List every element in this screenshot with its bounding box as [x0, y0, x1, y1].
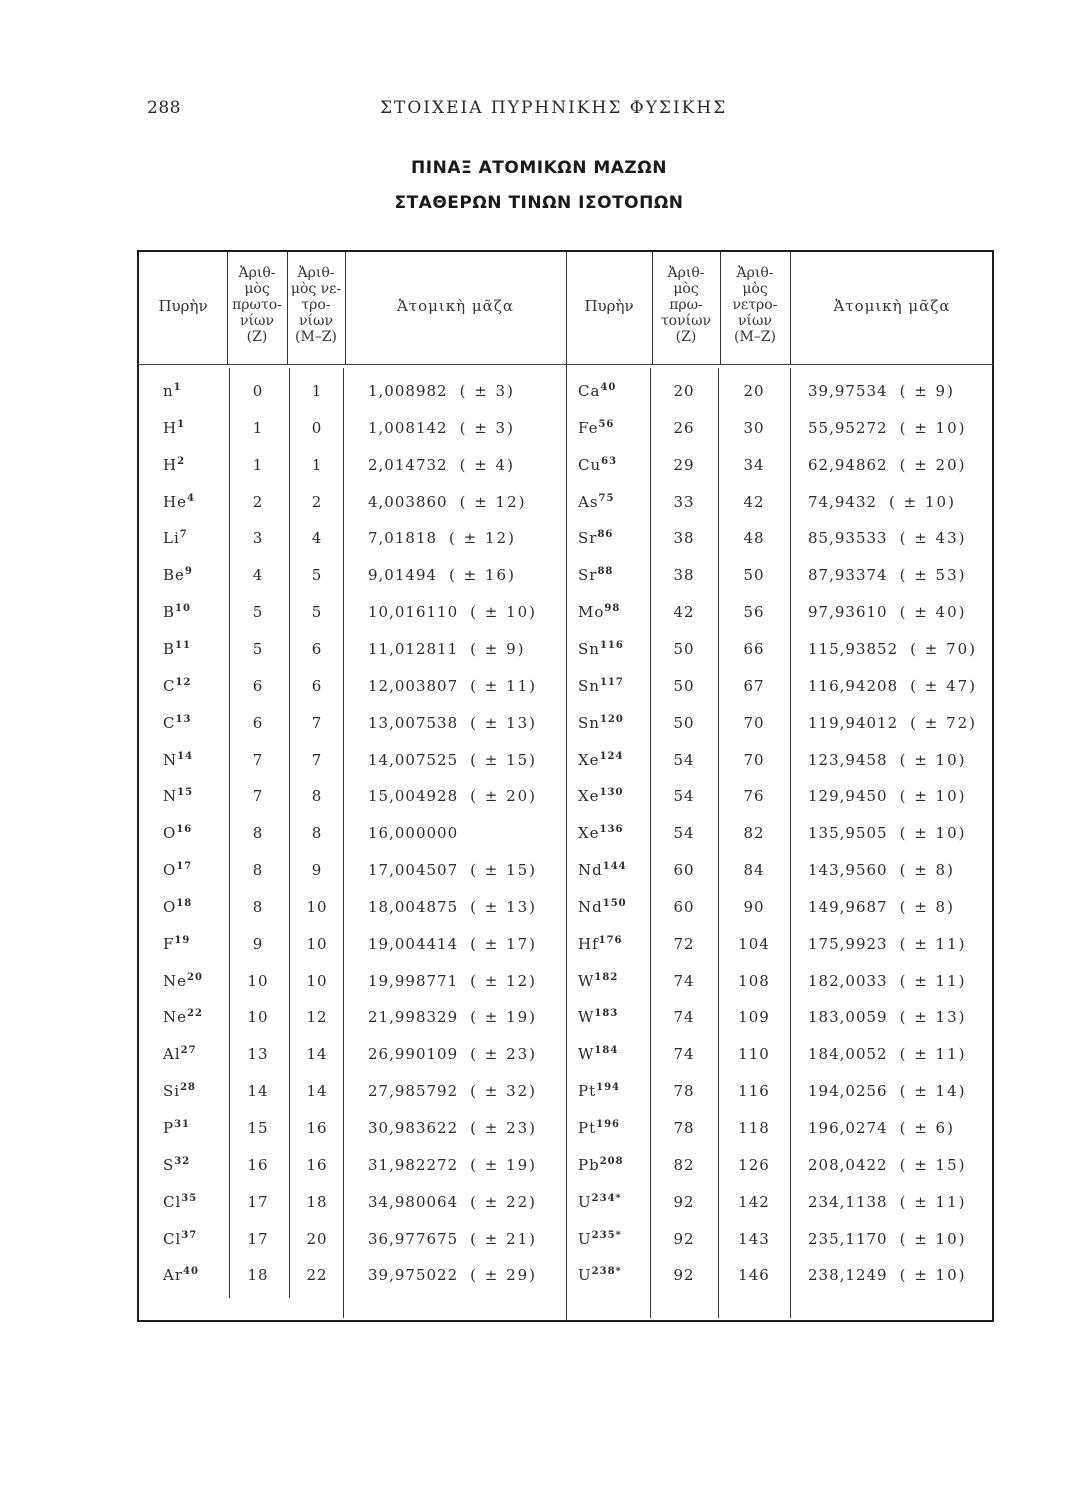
- header-line: (Z): [246, 329, 268, 345]
- proton-count: 17: [247, 1193, 269, 1211]
- nucleus-symbol: $C^{12}$: [163, 677, 192, 695]
- atomic-mass: 18,004875 ( ± 13): [368, 898, 538, 916]
- neutron-count: 116: [738, 1082, 770, 1100]
- neutron-count: 20: [306, 1230, 328, 1248]
- neutron-count: 50: [743, 566, 765, 584]
- neutron-count: 6: [311, 677, 323, 695]
- nucleus-symbol: $P^{31}$: [163, 1119, 191, 1137]
- neutron-count: 16: [306, 1119, 328, 1137]
- atomic-mass: 19,998771 ( ± 12): [368, 972, 538, 990]
- header-line: τρο-: [301, 297, 331, 313]
- proton-count: 18: [247, 1266, 269, 1284]
- neutron-count: 34: [743, 456, 765, 474]
- proton-count: 60: [673, 861, 695, 879]
- atomic-mass: 115,93852 ( ± 70): [808, 640, 978, 658]
- header-line: τονίων: [660, 313, 712, 329]
- header-line: μὸς: [673, 281, 699, 297]
- header-line: Ἀριθ-: [297, 265, 335, 281]
- neutron-count: 108: [738, 972, 770, 990]
- nucleus-symbol: Sr$^{88}$: [578, 566, 614, 584]
- header-n-right: [720, 265, 790, 345]
- neutron-count: 14: [306, 1045, 328, 1063]
- atomic-mass: 85,93533 ( ± 43): [808, 529, 967, 547]
- neutron-count: 7: [311, 751, 323, 769]
- atomic-mass: 27,985792 ( ± 32): [368, 1082, 538, 1100]
- proton-count: 33: [673, 493, 695, 511]
- neutron-count: 18: [306, 1193, 328, 1211]
- proton-count: 78: [673, 1119, 695, 1137]
- proton-count: 50: [673, 714, 695, 732]
- neutron-count: 0: [311, 419, 323, 437]
- neutron-count: 8: [311, 824, 323, 842]
- neutron-count: 20: [743, 382, 765, 400]
- neutron-count: 2: [311, 493, 323, 511]
- atomic-mass: 149,9687 ( ± 8): [808, 898, 955, 916]
- neutron-count: 22: [306, 1266, 328, 1284]
- neutron-count: 104: [738, 935, 770, 953]
- atomic-mass: 30,983622 ( ± 23): [368, 1119, 538, 1137]
- neutron-count: 67: [743, 677, 765, 695]
- neutron-count: 126: [738, 1156, 770, 1174]
- atomic-mass: 175,9923 ( ± 11): [808, 935, 967, 953]
- proton-count: 8: [252, 861, 264, 879]
- page-number: 288: [147, 98, 181, 118]
- neutron-count: 10: [306, 935, 328, 953]
- atomic-mass: 62,94862 ( ± 20): [808, 456, 967, 474]
- atomic-mass: 135,9505 ( ± 10): [808, 824, 967, 842]
- atomic-mass: 1,008142 ( ± 3): [368, 419, 515, 437]
- nucleus-symbol: $U^{238*}$: [578, 1266, 622, 1284]
- nucleus-symbol: As$^{75}$: [578, 493, 615, 511]
- atomic-mass: 14,007525 ( ± 15): [368, 751, 538, 769]
- header-nucleus-right: Πυρὴν: [584, 297, 634, 315]
- atomic-mass: 208,0422 ( ± 15): [808, 1156, 967, 1174]
- header-line: Ἀριθ-: [667, 265, 705, 281]
- table-title: ΠΙΝΑΞ ΑΤΟΜΙΚΩΝ ΜΑΖΩΝ: [411, 158, 667, 178]
- proton-count: 15: [247, 1119, 269, 1137]
- atomic-mass: 31,982272 ( ± 19): [368, 1156, 538, 1174]
- proton-count: 3: [252, 529, 264, 547]
- nucleus-symbol: $W^{182}$: [578, 972, 619, 990]
- header-line: (M–Z): [734, 329, 776, 345]
- proton-count: 9: [252, 935, 264, 953]
- proton-count: 17: [247, 1230, 269, 1248]
- neutron-count: 30: [743, 419, 765, 437]
- atomic-mass: 12,003807 ( ± 11): [368, 677, 538, 695]
- nucleus-symbol: Pt$^{194}$: [578, 1082, 620, 1100]
- proton-count: 8: [252, 898, 264, 916]
- atomic-mass: 55,95272 ( ± 10): [808, 419, 967, 437]
- neutron-count: 90: [743, 898, 765, 916]
- proton-count: 38: [673, 529, 695, 547]
- nucleus-symbol: Be$^9$: [163, 566, 193, 584]
- nucleus-symbol: He$^4$: [163, 493, 195, 511]
- header-line: μὸς: [742, 281, 768, 297]
- atomic-mass: 234,1138 ( ± 11): [808, 1193, 967, 1211]
- atomic-mass: 235,1170 ( ± 10): [808, 1230, 967, 1248]
- header-line: (Z): [675, 329, 697, 345]
- atomic-mass: 11,012811 ( ± 9): [368, 640, 526, 658]
- nucleus-symbol: Al$^{27}$: [163, 1045, 197, 1063]
- proton-count: 54: [673, 751, 695, 769]
- header-line: νίων: [299, 313, 333, 329]
- nucleus-symbol: $F^{19}$: [163, 935, 191, 953]
- proton-count: 29: [673, 456, 695, 474]
- column-rule: [790, 368, 791, 1318]
- proton-count: 16: [247, 1156, 269, 1174]
- header-z-right: [652, 265, 720, 345]
- nucleus-symbol: Ca$^{40}$: [578, 382, 617, 400]
- neutron-count: 10: [306, 898, 328, 916]
- nucleus-symbol: $H^2$: [163, 456, 186, 474]
- nucleus-symbol: Ne$^{20}$: [163, 972, 203, 990]
- neutron-count: 12: [306, 1008, 328, 1026]
- nucleus-symbol: $N^{15}$: [163, 787, 194, 805]
- proton-count: 92: [673, 1193, 695, 1211]
- neutron-count: 1: [311, 382, 323, 400]
- nucleus-symbol: Pt$^{196}$: [578, 1119, 620, 1137]
- neutron-count: 142: [738, 1193, 770, 1211]
- header-line: νίων: [240, 313, 274, 329]
- header-line: νετρο-: [732, 297, 778, 313]
- nucleus-symbol: Sr$^{86}$: [578, 529, 614, 547]
- nucleus-symbol: Ne$^{22}$: [163, 1008, 203, 1026]
- neutron-count: 1: [311, 456, 323, 474]
- nucleus-symbol: Sn$^{116}$: [578, 640, 624, 658]
- proton-count: 50: [673, 640, 695, 658]
- neutron-count: 6: [311, 640, 323, 658]
- atomic-mass: 21,998329 ( ± 19): [368, 1008, 538, 1026]
- nucleus-symbol: $O^{17}$: [163, 861, 193, 879]
- nucleus-symbol: Li$^7$: [163, 529, 188, 547]
- neutron-count: 118: [738, 1119, 770, 1137]
- neutron-count: 143: [738, 1230, 770, 1248]
- nucleus-symbol: Si$^{28}$: [163, 1082, 196, 1100]
- nucleus-symbol: $U^{234*}$: [578, 1193, 622, 1211]
- nucleus-symbol: Sn$^{117}$: [578, 677, 624, 695]
- nucleus-symbol: Ar$^{40}$: [163, 1266, 199, 1284]
- proton-count: 14: [247, 1082, 269, 1100]
- atomic-mass: 7,01818 ( ± 12): [368, 529, 516, 547]
- atomic-mass: 74,9432 ( ± 10): [808, 493, 956, 511]
- neutron-count: 7: [311, 714, 323, 732]
- neutron-count: 48: [743, 529, 765, 547]
- header-z-left: [227, 265, 287, 345]
- nucleus-symbol: Xe$^{130}$: [578, 787, 624, 805]
- neutron-count: 70: [743, 714, 765, 732]
- proton-count: 6: [252, 714, 264, 732]
- nucleus-symbol: $U^{235*}$: [578, 1230, 622, 1248]
- running-head: ΣΤΟΙΧΕΙΑ ΠΥΡΗΝΙΚΗΣ ΦΥΣΙΚΗΣ: [380, 98, 728, 118]
- column-rule: [566, 252, 567, 1320]
- proton-count: 42: [673, 603, 695, 621]
- nucleus-symbol: $n^1$: [163, 382, 182, 400]
- nucleus-symbol: $O^{18}$: [163, 898, 193, 916]
- proton-count: 13: [247, 1045, 269, 1063]
- table-subtitle: ΣΤΑΘΕΡΩΝ ΤΙΝΩΝ ΙΣΟΤΟΠΩΝ: [394, 193, 684, 213]
- neutron-count: 16: [306, 1156, 328, 1174]
- neutron-count: 14: [306, 1082, 328, 1100]
- header-line: Ἀριθ-: [736, 265, 774, 281]
- atomic-mass: 183,0059 ( ± 13): [808, 1008, 967, 1026]
- proton-count: 74: [673, 1008, 695, 1026]
- header-line: μὸς νε-: [290, 281, 342, 297]
- nucleus-symbol: Hf$^{176}$: [578, 935, 623, 953]
- nucleus-symbol: Cu$^{63}$: [578, 456, 618, 474]
- neutron-count: 9: [311, 861, 323, 879]
- nucleus-symbol: Fe$^{56}$: [578, 419, 615, 437]
- neutron-count: 82: [743, 824, 765, 842]
- nucleus-symbol: $B^{11}$: [163, 640, 191, 658]
- neutron-count: 66: [743, 640, 765, 658]
- header-mass-left: Ἀτομικὴ μᾶζα: [396, 297, 515, 315]
- nucleus-symbol: $C^{13}$: [163, 714, 192, 732]
- atomic-mass: 1,008982 ( ± 3): [368, 382, 515, 400]
- atomic-mass: 9,01494 ( ± 16): [368, 566, 516, 584]
- proton-count: 4: [252, 566, 264, 584]
- proton-count: 1: [252, 456, 264, 474]
- atomic-mass: 87,93374 ( ± 53): [808, 566, 967, 584]
- atomic-mass: 97,93610 ( ± 40): [808, 603, 967, 621]
- neutron-count: 4: [311, 529, 323, 547]
- neutron-count: 76: [743, 787, 765, 805]
- proton-count: 8: [252, 824, 264, 842]
- atomic-mass: 194,0256 ( ± 14): [808, 1082, 967, 1100]
- neutron-count: 42: [743, 493, 765, 511]
- neutron-count: 56: [743, 603, 765, 621]
- proton-count: 38: [673, 566, 695, 584]
- atomic-mass: 36,977675 ( ± 21): [368, 1230, 538, 1248]
- nucleus-symbol: $W^{183}$: [578, 1008, 619, 1026]
- atomic-mass: 19,004414 ( ± 17): [368, 935, 538, 953]
- header-nucleus-left: Πυρὴν: [158, 297, 208, 315]
- nucleus-symbol: Cl$^{35}$: [163, 1193, 198, 1211]
- atomic-mass: 196,0274 ( ± 6): [808, 1119, 955, 1137]
- proton-count: 2: [252, 493, 264, 511]
- proton-count: 78: [673, 1082, 695, 1100]
- proton-count: 0: [252, 382, 264, 400]
- proton-count: 60: [673, 898, 695, 916]
- nucleus-symbol: Xe$^{124}$: [578, 751, 624, 769]
- atomic-mass: 116,94208 ( ± 47): [808, 677, 978, 695]
- proton-count: 5: [252, 640, 264, 658]
- proton-count: 6: [252, 677, 264, 695]
- header-line: (M–Z): [295, 329, 337, 345]
- neutron-count: 5: [311, 603, 323, 621]
- proton-count: 7: [252, 751, 264, 769]
- proton-count: 20: [673, 382, 695, 400]
- atomic-mass: 4,003860 ( ± 12): [368, 493, 527, 511]
- nucleus-symbol: $H^1$: [163, 419, 186, 437]
- header-line: πρωτο-: [232, 297, 282, 313]
- proton-count: 10: [247, 1008, 269, 1026]
- proton-count: 26: [673, 419, 695, 437]
- nucleus-symbol: $B^{10}$: [163, 603, 191, 621]
- atomic-mass: 39,975022 ( ± 29): [368, 1266, 538, 1284]
- proton-count: 1: [252, 419, 264, 437]
- nucleus-symbol: $O^{16}$: [163, 824, 193, 842]
- proton-count: 74: [673, 1045, 695, 1063]
- proton-count: 50: [673, 677, 695, 695]
- nucleus-symbol: $W^{184}$: [578, 1045, 619, 1063]
- proton-count: 54: [673, 787, 695, 805]
- nucleus-symbol: Xe$^{136}$: [578, 824, 624, 842]
- proton-count: 74: [673, 972, 695, 990]
- proton-count: 92: [673, 1230, 695, 1248]
- proton-count: 92: [673, 1266, 695, 1284]
- atomic-mass: 182,0033 ( ± 11): [808, 972, 967, 990]
- nucleus-symbol: Sn$^{120}$: [578, 714, 624, 732]
- atomic-mass: 16,000000: [368, 824, 459, 842]
- proton-count: 7: [252, 787, 264, 805]
- atomic-mass: 13,007538 ( ± 13): [368, 714, 538, 732]
- neutron-count: 84: [743, 861, 765, 879]
- atomic-mass: 129,9450 ( ± 10): [808, 787, 967, 805]
- nucleus-symbol: Mo$^{98}$: [578, 603, 621, 621]
- nucleus-symbol: $N^{14}$: [163, 751, 194, 769]
- atomic-mass: 34,980064 ( ± 22): [368, 1193, 538, 1211]
- nucleus-symbol: Cl$^{37}$: [163, 1230, 198, 1248]
- nucleus-symbol: Nd$^{144}$: [578, 861, 627, 879]
- atomic-mass: 10,016110 ( ± 10): [368, 603, 538, 621]
- atomic-mass: 26,990109 ( ± 23): [368, 1045, 538, 1063]
- header-line: πρω-: [669, 297, 703, 313]
- neutron-count: 10: [306, 972, 328, 990]
- atomic-mass: 39,97534 ( ± 9): [808, 382, 955, 400]
- proton-count: 54: [673, 824, 695, 842]
- atomic-mass: 119,94012 ( ± 72): [808, 714, 978, 732]
- neutron-count: 110: [738, 1045, 770, 1063]
- header-n-left: [287, 265, 345, 345]
- proton-count: 5: [252, 603, 264, 621]
- proton-count: 10: [247, 972, 269, 990]
- proton-count: 82: [673, 1156, 695, 1174]
- neutron-count: 70: [743, 751, 765, 769]
- neutron-count: 8: [311, 787, 323, 805]
- atomic-mass: 123,9458 ( ± 10): [808, 751, 967, 769]
- nucleus-symbol: Nd$^{150}$: [578, 898, 627, 916]
- header-line: νίων: [738, 313, 772, 329]
- header-line: Ἀριθ-: [238, 265, 276, 281]
- atomic-mass: 17,004507 ( ± 15): [368, 861, 538, 879]
- neutron-count: 146: [738, 1266, 770, 1284]
- atomic-mass: 238,1249 ( ± 10): [808, 1266, 967, 1284]
- atomic-mass: 143,9560 ( ± 8): [808, 861, 955, 879]
- nucleus-symbol: Pb$^{208}$: [578, 1156, 624, 1174]
- header-mass-right: Ἀτομικὴ μᾶζα: [833, 297, 951, 315]
- atomic-mass: 15,004928 ( ± 20): [368, 787, 538, 805]
- neutron-count: 5: [311, 566, 323, 584]
- atomic-mass: 184,0052 ( ± 11): [808, 1045, 967, 1063]
- header-line: μὸς: [244, 281, 270, 297]
- neutron-count: 109: [738, 1008, 770, 1026]
- proton-count: 72: [673, 935, 695, 953]
- atomic-mass: 2,014732 ( ± 4): [368, 456, 515, 474]
- nucleus-symbol: $S^{32}$: [163, 1156, 191, 1174]
